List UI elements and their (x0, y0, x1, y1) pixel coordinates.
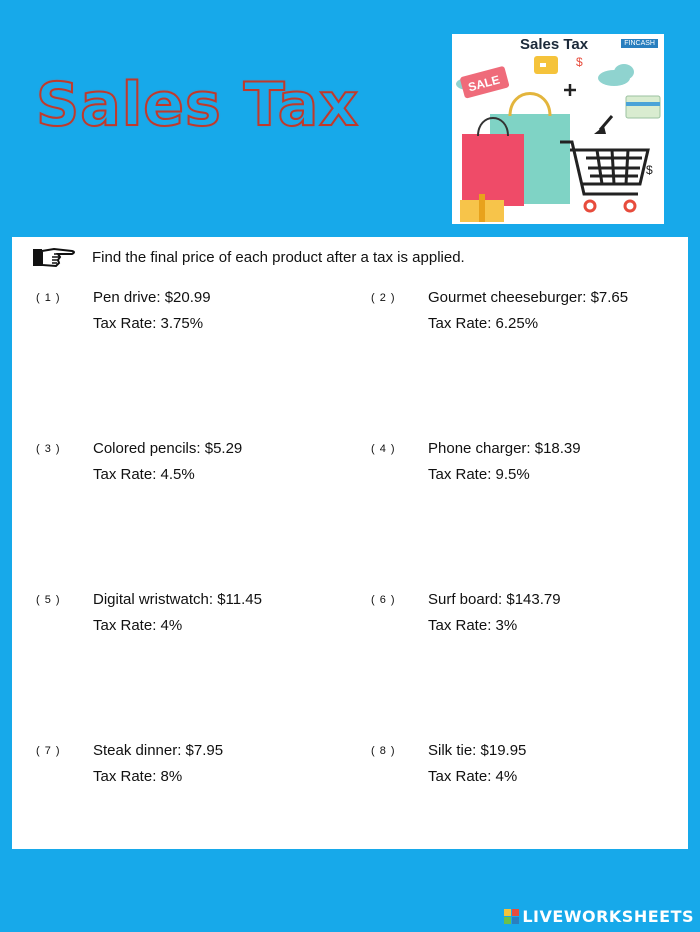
problem-number: ( 4 ) (371, 443, 396, 455)
illustration-title: Sales Tax (520, 36, 589, 53)
liveworksheets-logo-icon (504, 909, 520, 925)
problem-7 (36, 738, 336, 790)
worksheet (12, 237, 688, 849)
page-title: Sales Tax (36, 70, 359, 140)
problem-5 (36, 587, 336, 639)
illustration-badge: FINCASH (621, 39, 658, 48)
sales-tax-illustration (452, 34, 664, 224)
svg-text:SALE: SALE (466, 72, 502, 95)
product-price: Phone charger: $18.39 (428, 440, 581, 457)
tax-rate: Tax Rate: 3% (428, 617, 518, 634)
problem-number: ( 5 ) (36, 594, 61, 606)
product-price: Steak dinner: $7.95 (93, 742, 224, 759)
product-price: Silk tie: $19.95 (428, 742, 527, 759)
product-price: Digital wristwatch: $11.45 (93, 591, 262, 608)
problem-8 (371, 738, 671, 790)
problem-2 (371, 285, 671, 337)
tax-rate: Tax Rate: 8% (93, 768, 183, 785)
svg-text:$: $ (576, 55, 583, 69)
liveworksheets-logo[interactable] (504, 907, 694, 926)
footer-brand: LIVEWORKSHEETS (522, 907, 694, 926)
svg-text:$: $ (646, 163, 653, 177)
product-price: Colored pencils: $5.29 (93, 440, 243, 457)
problem-4 (371, 436, 671, 488)
tax-rate: Tax Rate: 4% (93, 617, 183, 634)
tax-rate: Tax Rate: 9.5% (428, 466, 530, 483)
instruction (32, 245, 465, 269)
problem-number: ( 8 ) (371, 745, 396, 757)
tax-rate: Tax Rate: 4% (428, 768, 518, 785)
pointing-hand-icon (32, 245, 78, 269)
problem-number: ( 1 ) (36, 292, 61, 304)
problem-number: ( 7 ) (36, 745, 61, 757)
problem-number: ( 6 ) (371, 594, 396, 606)
problem-3 (36, 436, 336, 488)
tax-rate: Tax Rate: 4.5% (93, 466, 195, 483)
problem-number: ( 3 ) (36, 443, 61, 455)
product-price: Gourmet cheeseburger: $7.65 (428, 289, 629, 306)
problem-1 (36, 285, 336, 337)
instruction-text: Find the final price of each product after a tax is applied. (92, 248, 465, 266)
product-price: Surf board: $143.79 (428, 591, 561, 608)
credit-card-icon (626, 96, 660, 118)
tax-rate: Tax Rate: 6.25% (428, 315, 539, 332)
tax-rate: Tax Rate: 3.75% (93, 315, 204, 332)
shopping-cart-icon (560, 142, 648, 194)
shopping-bag-icon (462, 94, 570, 207)
problem-number: ( 2 ) (371, 292, 396, 304)
problem-6 (371, 587, 671, 639)
product-price: Pen drive: $20.99 (93, 289, 211, 306)
shopping-scene-icon (452, 34, 664, 224)
